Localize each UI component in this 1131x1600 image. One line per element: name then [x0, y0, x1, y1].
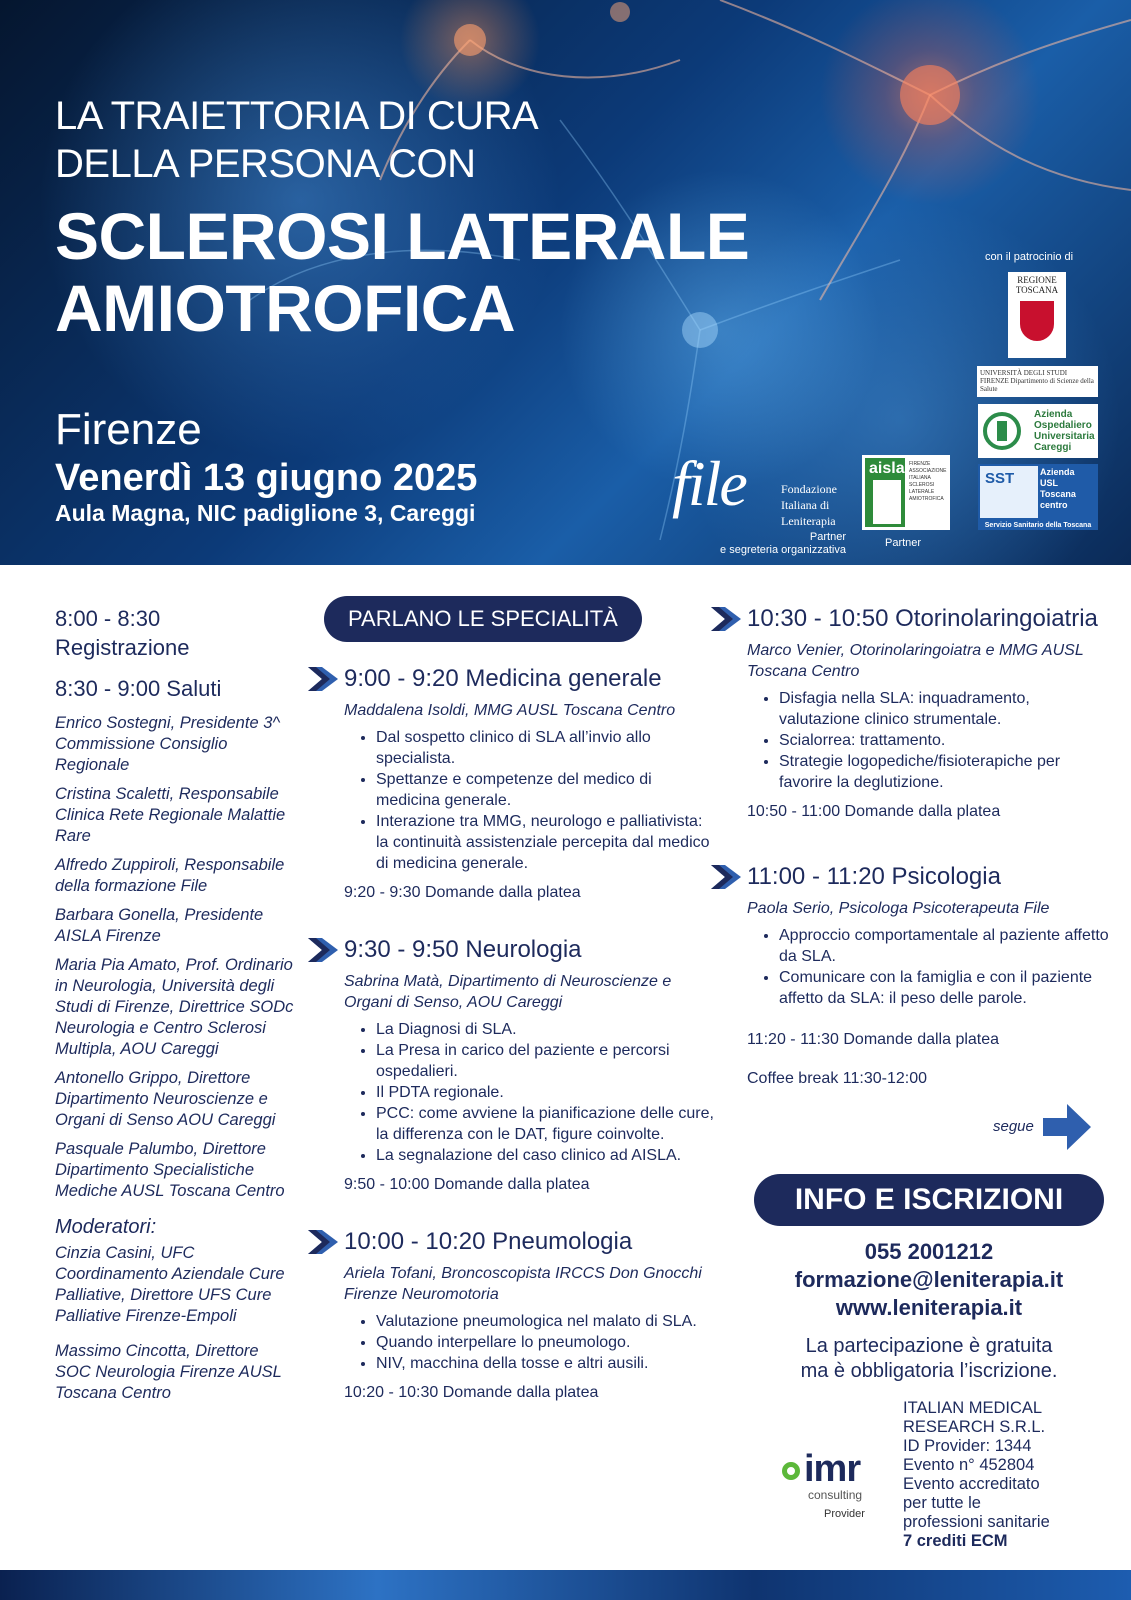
- speaker-item: Pasquale Palumbo, Direttore Dipartimento Specialistiche Mediche AUSL Toscana Centro: [55, 1140, 285, 1200]
- session-psicologia: [711, 862, 1111, 1050]
- imr-leaf-icon: [782, 1462, 800, 1480]
- topic-item: • Approccio comportamentale al paziente affetto da SLA.: [779, 925, 1111, 967]
- hero-banner: [0, 0, 1131, 565]
- speaker-item: Maria Pia Amato, Prof. Ordinario in Neurologia, Università degli Studi di Firenze, Direttrice SODc Neurologia e Centro Sclerosi Multipla, AOU Careggi: [55, 956, 294, 1058]
- session-topics: [308, 1019, 718, 1166]
- session-topics: [308, 727, 718, 874]
- session-qa: 10:20 - 10:30 Domande dalla platea: [344, 1384, 599, 1401]
- segue-label: segue: [993, 1118, 1034, 1135]
- chevron-arrow-icon: [711, 607, 741, 631]
- file-name-line: Fondazione: [781, 482, 837, 496]
- session-neurologia: [308, 935, 718, 1195]
- info-registration-pill: INFO E ISCRIZIONI: [754, 1174, 1104, 1226]
- session-title: 9:00 - 9:20 Medicina generale: [344, 665, 662, 692]
- session-qa: 10:50 - 11:00 Domande dalla platea: [747, 803, 1001, 820]
- sst-text: SST: [985, 470, 1015, 487]
- regione-toscana-text: REGIONE TOSCANA: [1015, 275, 1059, 295]
- unifi-text: UNIVERSITÀ DEGLI STUDI FIRENZE Dipartimento di Scienze della Salute: [980, 369, 1094, 393]
- chevron-arrow-icon: [711, 865, 741, 889]
- speaker-item: Cristina Scaletti, Responsabile Clinica Rete Regionale Malattie Rare: [55, 785, 286, 845]
- file-name: [781, 481, 837, 529]
- event-venue: Aula Magna, NIC padiglione 3, Careggi: [55, 500, 476, 526]
- session-speaker: Maddalena Isoldi, MMG AUSL Toscana Centro: [344, 702, 676, 719]
- ecm-credits: 7 crediti ECM: [903, 1532, 1008, 1550]
- chevron-arrow-icon: [308, 938, 338, 962]
- session-title: 10:00 - 10:20 Pneumologia: [344, 1228, 633, 1255]
- usl-text: [1040, 467, 1076, 511]
- speaker-item: Enrico Sostegni, Presidente 3^ Commissione Consiglio Regionale: [55, 714, 281, 774]
- title-big-1: SCLEROSI LATERALE: [55, 199, 750, 273]
- topic-item: • PCC: come avviene la pianificazione delle cure, la differenza con le DAT, figure coinvolte.: [376, 1103, 718, 1145]
- chevron-arrow-icon: [308, 1230, 338, 1254]
- aouc-logo: [978, 404, 1098, 458]
- aisla-partner-label: Partner: [885, 537, 922, 549]
- topic-item: • Spettanze e competenze del medico di medicina generale.: [376, 769, 718, 811]
- specialities-pill: PARLANO LE SPECIALITÀ: [324, 596, 642, 642]
- topic-item: • Strategie logopediche/fisioterapiche per favorire la deglutizione.: [779, 751, 1111, 793]
- participation-note: [754, 1334, 1104, 1384]
- aisla-figure-icon: [873, 480, 901, 524]
- saluti-time: 8:30 - 9:00 Saluti: [55, 676, 222, 701]
- topic-item: • Comunicare con la famiglia e con il paziente affetto da SLA: il peso delle parole.: [779, 967, 1111, 1009]
- topic-item: • Quando interpellare lo pneumologo.: [376, 1332, 718, 1353]
- imr-subtitle: consulting: [808, 1488, 863, 1502]
- contact-email[interactable]: formazione@leniterapia.it: [794, 1267, 1064, 1292]
- file-partner-line: Partner: [809, 531, 846, 543]
- title-line-2: DELLA PERSONA CON: [55, 142, 476, 186]
- pegasus-shield-icon: [1020, 301, 1054, 341]
- unifi-logo: [977, 366, 1098, 397]
- regione-toscana-logo: [1008, 272, 1066, 358]
- patronage-label: con il patrocinio di: [985, 251, 1074, 263]
- file-logo: file: [672, 448, 746, 519]
- session-title: 10:30 - 10:50 Otorinolaringoiatria: [747, 605, 1098, 632]
- session-otorinolaringoiatria: [711, 604, 1111, 822]
- session-topics: [711, 688, 1111, 793]
- ecm-line: ID Provider: 1344: [903, 1437, 1032, 1455]
- ecm-line: Evento n° 452804: [903, 1456, 1035, 1474]
- title-line-1: LA TRAIETTORIA DI CURA: [55, 94, 539, 138]
- session-title: 11:00 - 11:20 Psicologia: [747, 863, 1001, 890]
- registration-label: Registrazione: [55, 635, 190, 660]
- middle-column: [308, 596, 718, 1403]
- aouc-text: [1034, 409, 1095, 453]
- session-qa: 9:50 - 10:00 Domande dalla platea: [344, 1176, 590, 1193]
- session-medicina-generale: [308, 664, 718, 903]
- aouc-line: Universitaria: [1034, 431, 1095, 442]
- contact-phone[interactable]: 055 2001212: [864, 1239, 994, 1264]
- topic-item: • NIV, macchina della tosse e altri ausili.: [376, 1353, 718, 1374]
- aouc-line: Ospedaliero: [1034, 420, 1092, 431]
- registration-time: 8:00 - 8:30: [55, 606, 161, 631]
- topic-item: • La Diagnosi di SLA.: [376, 1019, 718, 1040]
- session-speaker: Ariela Tofani, Broncoscopista IRCCS Don Gnocchi Firenze Neuromotoria: [344, 1265, 702, 1303]
- session-qa: 11:20 - 11:30 Domande dalla platea: [747, 1031, 1000, 1048]
- aisla-logo: [862, 455, 950, 530]
- file-partner-line: e segreteria organizzativa: [720, 544, 846, 556]
- session-title: 9:30 - 9:50 Neurologia: [344, 936, 582, 963]
- chevron-arrow-icon: [308, 667, 338, 691]
- ecm-line: per tutte le: [903, 1494, 981, 1512]
- title-main: [55, 200, 749, 344]
- usl-line: centro: [1040, 500, 1068, 510]
- session-topics: [711, 925, 1111, 1009]
- topic-item: • Valutazione pneumologica nel malato di SLA.: [376, 1311, 718, 1332]
- ecm-line: ITALIAN MEDICAL: [903, 1399, 1043, 1417]
- left-column: [55, 604, 295, 1412]
- session-speaker: Marco Venier, Otorinolaringoiatra e MMG AUSL Toscana Centro: [747, 642, 1084, 680]
- ecm-line: RESEARCH S.R.L.: [903, 1418, 1046, 1436]
- topic-item: • Disfagia nella SLA: inquadramento, valutazione clinico strumentale.: [779, 688, 1111, 730]
- next-page-arrow-icon: [1043, 1104, 1091, 1150]
- session-topics: [308, 1311, 718, 1374]
- topic-item: • La Presa in carico del paziente e percorsi ospedalieri.: [376, 1040, 718, 1082]
- usl-toscana-centro-logo: [978, 464, 1098, 530]
- bottom-decorative-band: [0, 1570, 1131, 1600]
- right-column: [711, 604, 1111, 1088]
- usl-footer: Servizio Sanitario della Toscana: [984, 522, 1092, 529]
- contact-block: [754, 1238, 1104, 1322]
- contact-website[interactable]: www.leniterapia.it: [835, 1295, 1023, 1320]
- topic-item: • Dal sospetto clinico di SLA all’invio allo specialista.: [376, 727, 718, 769]
- coffee-break: Coffee break 11:30-12:00: [747, 1070, 927, 1087]
- session-qa: 9:20 - 9:30 Domande dalla platea: [344, 884, 581, 901]
- session-speaker: Sabrina Matà, Dipartimento di Neuroscienze e Organi di Senso, AOU Careggi: [344, 973, 672, 1011]
- aouc-line: Azienda: [1034, 409, 1073, 420]
- speaker-item: Barbara Gonella, Presidente AISLA Firenze: [55, 906, 264, 945]
- session-speaker: Paola Serio, Psicologa Psicoterapeuta File: [747, 900, 1050, 917]
- usl-line: USL: [1040, 478, 1058, 488]
- file-name-line: Leniterapia: [781, 514, 836, 528]
- session-pneumologia: [308, 1227, 718, 1403]
- title-big-2: AMIOTROFICA: [55, 271, 516, 345]
- event-date: Venerdì 13 giugno 2025: [55, 457, 478, 499]
- event-city: Firenze: [55, 405, 202, 454]
- sst-mark: [980, 466, 1038, 518]
- aisla-mark-text: aisla: [869, 460, 905, 477]
- moderator-item: Massimo Cincotta, Direttore SOC Neurologia Firenze AUSL Toscana Centro: [55, 1342, 282, 1402]
- topic-item: • La segnalazione del caso clinico ad AISLA.: [376, 1145, 718, 1166]
- usl-line: Toscana: [1040, 489, 1076, 499]
- imr-consulting-logo: [782, 1450, 865, 1520]
- ecm-line: professioni sanitarie: [903, 1513, 1050, 1531]
- topic-item: • Il PDTA regionale.: [376, 1082, 718, 1103]
- moderators-title: Moderatori:: [55, 1216, 157, 1238]
- file-partner-label: [686, 531, 846, 557]
- imr-name: imr: [804, 1448, 861, 1490]
- ecm-line: Evento accreditato: [903, 1475, 1040, 1493]
- usl-line: Azienda: [1040, 467, 1075, 477]
- topic-item: • Scialorrea: trattamento.: [779, 730, 1111, 751]
- participation-line: ma è obbligatoria l’iscrizione.: [800, 1360, 1058, 1382]
- moderator-item: Cinzia Casini, UFC Coordinamento Aziendale Cure Palliative, Direttore UFS Cure Palliative Firenze-Empoli: [55, 1244, 285, 1325]
- speaker-item: Antonello Grippo, Direttore Dipartimento Neuroscienze e Organi di Senso AOU Careggi: [55, 1069, 276, 1129]
- participation-line: La partecipazione è gratuita: [805, 1335, 1053, 1357]
- speaker-item: Alfredo Zuppiroli, Responsabile della formazione File: [55, 856, 285, 895]
- file-name-line: Italiana di: [781, 498, 830, 512]
- aouc-line: Careggi: [1034, 442, 1072, 453]
- aisla-text: FIRENZE ASSOCIAZIONE ITALIANA SCLEROSI LATERALE AMIOTROFICA: [909, 461, 947, 502]
- aouc-cross-icon: [983, 412, 1021, 450]
- topic-item: • Interazione tra MMG, neurologo e palliativista: la continuità assistenziale percepita dal medico di medicina generale.: [376, 811, 718, 874]
- imr-provider-label: Provider: [824, 1508, 865, 1520]
- aisla-mark: [865, 458, 905, 527]
- ecm-accreditation: [903, 1399, 1103, 1551]
- title-top: [55, 92, 538, 188]
